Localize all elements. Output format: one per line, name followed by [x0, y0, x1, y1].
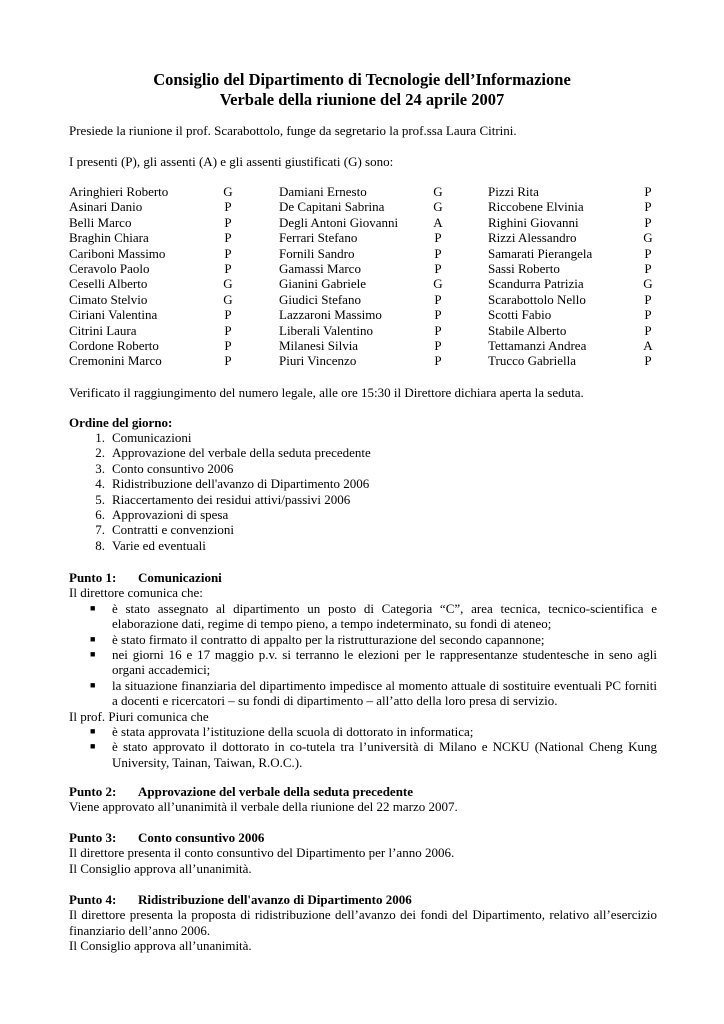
member-name: Asinari Danio	[69, 199, 143, 215]
member-status: P	[224, 307, 232, 323]
agenda-item	[69, 507, 669, 522]
square-bullet-icon: ■	[90, 602, 96, 613]
member-status: P	[434, 260, 442, 276]
attendance-row	[488, 199, 652, 215]
agenda-text: Comunicazioni	[112, 430, 192, 445]
member-name: Belli Marco	[69, 214, 132, 230]
member-name: Lazzaroni Massimo	[279, 307, 382, 323]
agenda-item	[69, 461, 669, 476]
intro-paragraph: Presiede la riunione il prof. Scarabottolo, funge da segretario la prof.ssa Laura Citrini.	[69, 123, 517, 138]
member-name: Gianini Gabriele	[279, 276, 366, 292]
bullet-text: è stato assegnato al dipartimento un posto di Categoria “C”, area tecnica, tecnico-scientifica e elaborazione dati, regime di tempo pieno, a tempo indeterminato, su fondi di ateneo;	[112, 600, 657, 632]
member-name: Cordone Roberto	[69, 337, 159, 353]
agenda-number: 2.	[95, 445, 105, 461]
member-status: P	[644, 291, 652, 307]
agenda-number: 1.	[95, 430, 105, 445]
member-status: P	[434, 230, 442, 246]
agenda-item	[69, 492, 669, 507]
member-name: Degli Antoni Giovanni	[279, 214, 399, 230]
member-status: P	[434, 337, 442, 353]
bullet-item	[69, 647, 657, 678]
attendance-row	[279, 337, 442, 353]
member-status: P	[434, 322, 442, 338]
member-name: Cimato Stelvio	[69, 291, 148, 307]
attendance-row	[69, 260, 232, 276]
member-name: Samarati Pierangela	[488, 245, 593, 261]
member-status: P	[224, 245, 232, 261]
bullet-text: la situazione finanziaria del dipartimento impedisce al momento attuale di sostituire eventuali PC forniti a docenti e ricercatori – su fondi di dipartimento – all’atto della loro presa di servizio.	[112, 677, 657, 709]
attendance-row	[69, 245, 232, 261]
punto4-section	[69, 892, 657, 954]
attendance-row	[69, 291, 233, 307]
punto1-label: Punto 1:	[69, 570, 117, 585]
attendance-row	[488, 260, 652, 276]
agenda-item	[69, 430, 669, 445]
punto2-section	[69, 784, 657, 815]
agenda-number: 5.	[95, 491, 105, 507]
member-name: Pizzi Rita	[488, 184, 539, 199]
punto1-bullet-list-2	[69, 724, 657, 770]
member-status: G	[223, 184, 233, 199]
punto3-label: Punto 3:	[69, 830, 117, 845]
square-bullet-icon: ■	[90, 633, 96, 644]
member-name: Ciriani Valentina	[69, 307, 158, 323]
attendance-row	[279, 245, 442, 261]
punto1-section	[69, 570, 657, 770]
agenda-number: 3.	[95, 460, 105, 476]
punto3-section	[69, 830, 657, 876]
punto3-text: Il direttore presenta il conto consuntivo del Dipartimento per l’anno 2006.	[69, 845, 455, 861]
member-status: P	[434, 307, 442, 323]
attendance-row	[69, 353, 232, 369]
member-status: G	[643, 276, 653, 292]
square-bullet-icon: ■	[90, 649, 96, 660]
agenda-item	[69, 445, 669, 460]
member-status: P	[644, 307, 652, 323]
bullet-item	[69, 739, 657, 770]
attendance-row	[279, 276, 443, 292]
member-name: Milanesi Silvia	[279, 337, 359, 353]
member-status: P	[224, 322, 232, 338]
punto1-title: Comunicazioni	[138, 570, 222, 585]
punto4-approval: Il Consiglio approva all’unanimità.	[69, 938, 252, 954]
attendance-row	[279, 322, 442, 338]
member-name: Braghin Chiara	[69, 230, 149, 246]
attendance-row	[488, 307, 652, 323]
member-name: Gamassi Marco	[279, 260, 361, 276]
square-bullet-icon: ■	[90, 679, 96, 690]
member-status: P	[434, 353, 442, 369]
agenda-number: 4.	[95, 476, 105, 492]
agenda-item	[69, 522, 669, 537]
punto2-heading	[69, 784, 657, 799]
attendance-row	[69, 184, 233, 199]
attendance-row	[69, 276, 233, 292]
bullet-item	[69, 678, 657, 709]
agenda-text: Riaccertamento dei residui attivi/passivi 2006	[112, 491, 351, 507]
agenda-number: 8.	[95, 537, 105, 553]
member-status: P	[644, 214, 652, 230]
attendance-row	[488, 184, 652, 199]
square-bullet-icon: ■	[90, 726, 96, 737]
punto1-lead: Il direttore comunica che:	[69, 585, 203, 601]
member-name: Riccobene Elvinia	[488, 199, 584, 215]
agenda-text: Approvazioni di spesa	[112, 506, 229, 522]
member-name: Scotti Fabio	[488, 307, 552, 323]
member-status: P	[644, 322, 652, 338]
member-name: Piuri Vincenzo	[279, 353, 357, 369]
punto4-heading	[69, 892, 657, 907]
agenda-text: Approvazione del verbale della seduta precedente	[112, 445, 371, 461]
attendance-row	[69, 337, 232, 353]
member-name: Sassi Roberto	[488, 260, 560, 276]
member-name: Aringhieri Roberto	[69, 184, 169, 199]
bullet-item	[69, 632, 657, 647]
attendance-column-1	[69, 184, 233, 369]
punto2-label: Punto 2:	[69, 784, 117, 799]
attendance-row	[69, 199, 232, 215]
agenda-list	[69, 430, 669, 553]
agenda-item	[69, 538, 669, 553]
member-status: G	[643, 230, 653, 246]
attendance-row	[488, 276, 653, 292]
punto1-lead2: Il prof. Piuri comunica che	[69, 708, 209, 724]
member-name: Scandurra Patrizia	[488, 276, 584, 292]
attendance-row	[279, 260, 442, 276]
member-name: Trucco Gabriella	[488, 353, 576, 369]
agenda-number: 6.	[95, 506, 105, 522]
member-status: P	[224, 230, 232, 246]
member-status: A	[433, 214, 443, 230]
attendance-row	[279, 184, 443, 199]
bullet-item	[69, 601, 657, 632]
member-status: P	[224, 337, 232, 353]
punto1-bullet-list	[69, 601, 657, 709]
member-name: Ceravolo Paolo	[69, 260, 150, 276]
attendance-row	[488, 337, 653, 353]
member-name: Giudici Stefano	[279, 291, 361, 307]
punto3-approval: Il Consiglio approva all’unanimità.	[69, 860, 252, 876]
attendance-row	[69, 307, 232, 323]
member-status: G	[433, 184, 443, 199]
member-status: P	[434, 291, 442, 307]
member-name: De Capitani Sabrina	[279, 199, 385, 215]
member-status: P	[224, 214, 232, 230]
punto3-title: Conto consuntivo 2006	[138, 830, 265, 845]
attendance-column-3	[488, 184, 653, 369]
member-status: G	[433, 199, 443, 215]
document-title: Consiglio del Dipartimento di Tecnologie dell’Informazione	[153, 70, 571, 89]
attendance-row	[488, 245, 652, 261]
attendance-column-2	[279, 184, 443, 369]
bullet-text: nei giorni 16 e 17 maggio p.v. si terranno le elezioni per le rappresentanze studentesche in seno agli organi accademici;	[112, 647, 657, 678]
member-status: P	[644, 260, 652, 276]
bullet-item	[69, 724, 657, 739]
member-name: Rizzi Alessandro	[488, 230, 577, 246]
member-status: G	[223, 276, 233, 292]
punto4-label: Punto 4:	[69, 892, 117, 907]
member-name: Citrini Laura	[69, 322, 137, 338]
attendance-row	[488, 291, 652, 307]
agenda-text: Varie ed eventuali	[112, 537, 206, 553]
attendance-row	[488, 353, 652, 369]
punto4-text: Il direttore presenta la proposta di ridistribuzione dell’avanzo dei fondi del Dipartimento, relativo all’esercizio finanziario dell’anno 2006.	[69, 907, 657, 938]
member-status: G	[433, 276, 443, 292]
member-status: P	[434, 245, 442, 261]
document-subtitle: Verbale della riunione del 24 aprile 2007	[219, 90, 505, 109]
quorum-paragraph: Verificato il raggiungimento del numero legale, alle ore 15:30 il Direttore dichiara aperta la seduta.	[69, 385, 584, 400]
agenda-text: Ridistribuzione dell'avanzo di Dipartimento 2006	[112, 476, 370, 492]
member-name: Ceselli Alberto	[69, 276, 148, 292]
attendance-row	[69, 214, 232, 230]
attendance-row	[279, 307, 442, 323]
member-name: Liberali Valentino	[279, 322, 373, 338]
member-name: Scarabottolo Nello	[488, 291, 586, 307]
bullet-text: è stata approvata l’istituzione della scuola di dottorato in informatica;	[112, 724, 474, 740]
bullet-text: è stato firmato il contratto di appalto per la ristrutturazione del secondo capannone;	[112, 631, 545, 647]
agenda-title: Ordine del giorno:	[69, 415, 173, 430]
member-status: A	[643, 337, 653, 353]
punto1-heading	[69, 570, 657, 585]
agenda-text: Contratti e convenzioni	[112, 522, 235, 538]
member-status: P	[224, 260, 232, 276]
attendance-row	[279, 230, 442, 246]
member-name: Ferrari Stefano	[279, 230, 358, 246]
member-name: Fornili Sandro	[279, 245, 355, 261]
attendance-row	[488, 214, 652, 230]
member-name: Stabile Alberto	[488, 322, 567, 338]
attendance-row	[69, 230, 232, 246]
agenda-item	[69, 476, 669, 491]
member-status: G	[223, 291, 233, 307]
agenda-text: Conto consuntivo 2006	[112, 460, 234, 476]
member-status: P	[644, 245, 652, 261]
member-status: P	[224, 353, 232, 369]
square-bullet-icon: ■	[90, 741, 96, 752]
member-name: Damiani Ernesto	[279, 184, 367, 199]
punto2-text: Viene approvato all’unanimità il verbale della riunione del 22 marzo 2007.	[69, 799, 458, 815]
agenda-number: 7.	[95, 522, 105, 538]
member-name: Righini Giovanni	[488, 214, 579, 230]
member-status: P	[644, 199, 652, 215]
punto2-title: Approvazione del verbale della seduta precedente	[138, 784, 414, 799]
attendance-row	[69, 322, 232, 338]
attendance-row	[488, 322, 652, 338]
punto4-title: Ridistribuzione dell'avanzo di Dipartimento 2006	[138, 892, 412, 907]
attendance-row	[279, 214, 443, 230]
member-name: Tettamanzi Andrea	[488, 337, 587, 353]
attendance-row	[279, 199, 443, 215]
member-name: Cremonini Marco	[69, 353, 162, 369]
member-status: P	[224, 199, 232, 215]
punto3-heading	[69, 830, 657, 845]
bullet-text: è stato approvato il dottorato in co-tutela tra l’università di Milano e NCKU (National Cheng Kung University, Tainan, Taiwan, R.O.C.).	[112, 739, 657, 770]
member-status: P	[644, 353, 652, 369]
attendance-row	[279, 353, 442, 369]
attendance-intro: I presenti (P), gli assenti (A) e gli assenti giustificati (G) sono:	[69, 154, 394, 169]
attendance-row	[279, 291, 442, 307]
member-status: P	[644, 184, 652, 199]
attendance-row	[488, 230, 653, 246]
member-name: Cariboni Massimo	[69, 245, 166, 261]
